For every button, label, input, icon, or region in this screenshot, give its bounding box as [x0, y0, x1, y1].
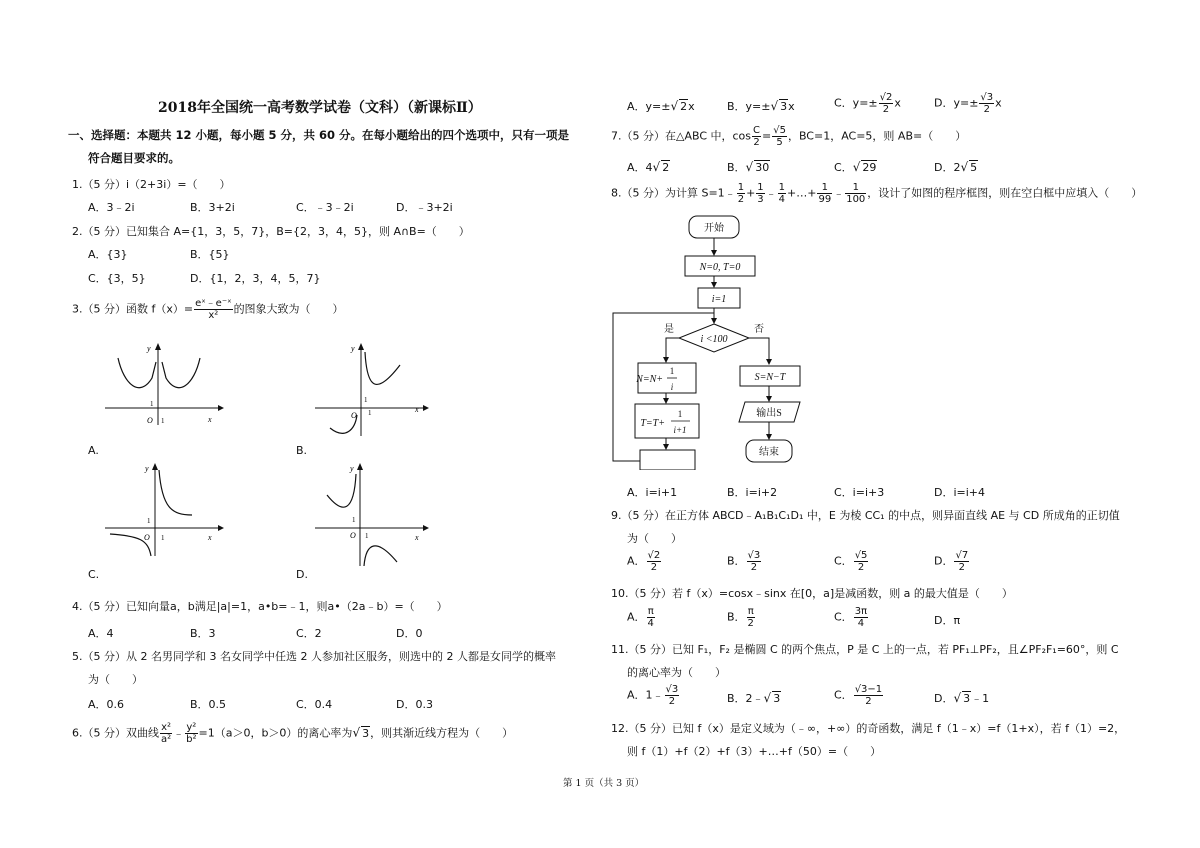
q6-option-d: D．y=± $\frac{√3}{2}$ x: [934, 92, 1002, 115]
x-tick-one: 1: [365, 532, 369, 540]
q9-option-c: C． $\frac{√5}{2}$: [834, 550, 868, 573]
q10-option-d: D．π: [934, 614, 961, 627]
q3-graph-b: [305, 340, 435, 440]
flow-output-label: 输出S: [756, 408, 782, 419]
q6-option-c: C．y=± $\frac{√2}{2}$ x: [834, 92, 901, 115]
q11-option-d: D．√ 3﹣1: [934, 691, 990, 705]
q10-stem: 10.（5 分）若 f（x）=cosx﹣sinx 在[0，a]是减函数，则 a 的最大值是（ ）: [611, 587, 1013, 600]
flow-t-update-label: T=T+: [640, 418, 665, 429]
q7-option-a: A．4√ 2: [627, 160, 670, 174]
section-heading-line1: 一、选择题：本题共 12 小题，每小题 5 分，共 60 分。在每小题给出的四个选项中，只有一项是: [68, 128, 570, 142]
origin-label: O: [147, 416, 153, 425]
q11-option-c: C． $\frac{√3-1}{2}$: [834, 684, 883, 707]
q12-stem-line2: 则 f（1）+f（2）+f（3）+…+f（50）=（ ）: [627, 745, 882, 758]
q1-option-b: B．3+2i: [190, 201, 235, 214]
q2-option-d: D．{1，2，3，4，5，7}: [190, 272, 321, 285]
flow-n-numerator: 1: [669, 366, 675, 376]
q5-option-d: D．0.3: [396, 698, 433, 711]
flow-t-denominator: i+1: [673, 425, 687, 435]
x-tick-one: 1: [161, 417, 165, 425]
q1-option-a: A．3﹣2i: [88, 201, 135, 214]
q3-option-b: B.: [296, 444, 308, 457]
q5-option-c: C．0.4: [296, 698, 333, 711]
q7-option-b: B．√ 30: [727, 160, 770, 174]
y-axis-label: y: [350, 464, 354, 473]
y-axis-label: y: [145, 464, 149, 473]
q8-stem: 8.（5 分）为计算 S=1﹣ $\frac{1}{2}$ + $\frac{1}{3}$ ﹣ $\frac{1}{4}$ +…+ $\frac{1}{99}$ ﹣ $\frac{1}{100}$ ，设计了如图的程序框图，则在空白框中应填入（ ）: [611, 182, 1143, 205]
q6-fraction-x: $\frac{\text{x²}}{\text{a²}}$: [161, 722, 172, 745]
x-axis-label: x: [208, 415, 212, 424]
q11-stem-line1: 11.（5 分）已知 F₁，F₂ 是椭圆 C 的两个焦点，P 是 C 上的一点，若 PF₁⊥PF₂，且∠PF₂F₁=60°，则 C: [611, 643, 1119, 656]
flow-yes-label: 是: [664, 324, 674, 335]
q9-option-a: A． $\frac{√2}{2}$: [627, 550, 661, 573]
q3-graph-c: [100, 460, 230, 560]
q4-stem: 4.（5 分）已知向量a，b满足|a|=1，a•b=﹣1，则a•（2a﹣b）=（ ）: [72, 600, 448, 613]
q3-stem: 3.（5 分）函数 f（x）= $\frac{\text{eˣ﹣e⁻ˣ}}{\text{x²}}$ 的图象大致为（ ）: [72, 298, 344, 321]
origin-label: O: [350, 531, 356, 540]
q3-option-d: D.: [296, 568, 308, 581]
q1-option-c: C．﹣3﹣2i: [296, 201, 354, 214]
q11-stem-line2: 的离心率为（ ）: [627, 666, 726, 679]
q11-option-b: B．2﹣√ 3: [727, 691, 781, 705]
q3-option-a: A.: [88, 444, 99, 457]
q6-option-b: B．y=±√ 3x: [727, 99, 795, 113]
flow-t-numerator: 1: [677, 409, 683, 419]
page-footer: 第 1 页（共 3 页）: [563, 778, 645, 789]
x-axis-label: x: [415, 405, 419, 414]
q7-stem: 7.（5 分）在△ABC 中，cos $\frac{C}{2}$ = $\frac{√5}{5}$ ，BC=1，AC=5，则 AB=（ ）: [611, 125, 967, 148]
q7-option-d: D．2√ 5: [934, 160, 978, 174]
x-tick-one: 1: [161, 534, 165, 542]
y-tick-one: 1: [352, 516, 356, 524]
y-tick-one: 1: [364, 396, 368, 404]
q8-option-a: A．i=i+1: [627, 486, 678, 499]
q5-option-a: A．0.6: [88, 698, 125, 711]
q2-option-a: A．{3}: [88, 248, 128, 261]
q8-option-d: D．i=i+4: [934, 486, 986, 499]
flow-no-label: 否: [754, 324, 764, 335]
q12-stem-line1: 12.（5 分）已知 f（x）是定义域为（﹣∞，+∞）的奇函数，满足 f（1﹣x）=f（1+x），若 f（1）=2，: [611, 722, 1126, 735]
q8-option-b: B．i=i+2: [727, 486, 778, 499]
q3-fraction: $\frac{\text{eˣ﹣e⁻ˣ}}{\text{x²}}$: [195, 298, 232, 321]
y-tick-one: 1: [150, 400, 154, 408]
q6-stem: 6.（5 分）双曲线 $\frac{\text{x²}}{\text{a²}}$ ﹣ $\frac{\text{y²}}{\text{b²}}$ =1（a＞0，b＞0）的离心率为√ 3，则其渐近线方程为（ ）: [72, 722, 514, 745]
flow-start-label: 开始: [704, 223, 724, 234]
q4-option-c: C．2: [296, 627, 322, 640]
flow-n-update-label: N=N+: [636, 374, 663, 385]
q2-stem: 2.（5 分）已知集合 A={1，3，5，7}，B={2，3，4，5}，则 A∩B=（ ）: [72, 225, 470, 238]
y-axis-label: y: [147, 344, 151, 353]
q3-graph-d: [305, 460, 435, 570]
x-axis-label: x: [208, 533, 212, 542]
flow-i1-label: i=1: [711, 294, 727, 305]
x-axis-label: x: [415, 533, 419, 542]
origin-label: O: [144, 533, 150, 542]
q9-stem-line2: 为（ ）: [627, 532, 682, 545]
q9-option-d: D． $\frac{√7}{2}$: [934, 550, 969, 573]
q1-option-d: D．﹣3+2i: [396, 201, 453, 214]
q10-option-b: B． $\frac{\pi}{2}$: [727, 606, 754, 629]
q10-option-a: A． $\frac{\pi}{4}$: [627, 606, 654, 629]
q3-graph-a: [100, 340, 230, 430]
q9-option-b: B． $\frac{√3}{2}$: [727, 550, 761, 573]
q3-option-c: C.: [88, 568, 100, 581]
x-tick-one: 1: [368, 409, 372, 417]
q4-option-d: D．0: [396, 627, 423, 640]
flow-s-label: S=N−T: [754, 372, 786, 383]
q4-option-b: B．3: [190, 627, 216, 640]
q8-flowchart: [605, 210, 820, 470]
y-axis-label: y: [351, 344, 355, 353]
flow-init-label: N=0, T=0: [699, 262, 741, 273]
q8-option-c: C．i=i+3: [834, 486, 885, 499]
q5-option-b: B．0.5: [190, 698, 227, 711]
flow-condition-label: i <100: [700, 334, 728, 345]
flow-n-denominator: i: [670, 382, 674, 392]
q9-stem-line1: 9.（5 分）在正方体 ABCD﹣A₁B₁C₁D₁ 中，E 为棱 CC₁ 的中点，则异面直线 AE 与 CD 所成角的正切值: [611, 509, 1120, 522]
q5-stem-line1: 5.（5 分）从 2 名男同学和 3 名女同学中任选 2 人参加社区服务，则选中的 2 人都是女同学的概率: [72, 650, 556, 663]
q5-stem-line2: 为（ ）: [88, 673, 143, 686]
q6-option-a: A．y=±√ 2x: [627, 99, 695, 113]
q10-option-c: C． $\frac{3\pi}{4}$: [834, 606, 868, 629]
q4-option-a: A．4: [88, 627, 114, 640]
q1-stem: 1.（5 分）i（2+3i）=（ ）: [72, 178, 231, 191]
q2-option-c: C．{3，5}: [88, 272, 146, 285]
y-tick-one: 1: [147, 517, 151, 525]
q7-option-c: C．√ 29: [834, 160, 877, 174]
q6-fraction-y: $\frac{\text{y²}}{\text{b²}}$: [186, 722, 197, 745]
flow-end-label: 结束: [759, 447, 779, 458]
origin-label: O: [351, 411, 357, 420]
section-heading-line2: 符合题目要求的。: [88, 151, 180, 165]
q2-option-b: B．{5}: [190, 248, 230, 261]
q11-option-a: A．1﹣ $\frac{√3}{2}$: [627, 684, 679, 707]
page-title: 2018年全国统一高考数学试卷（文科）（新课标Ⅱ）: [158, 100, 482, 116]
